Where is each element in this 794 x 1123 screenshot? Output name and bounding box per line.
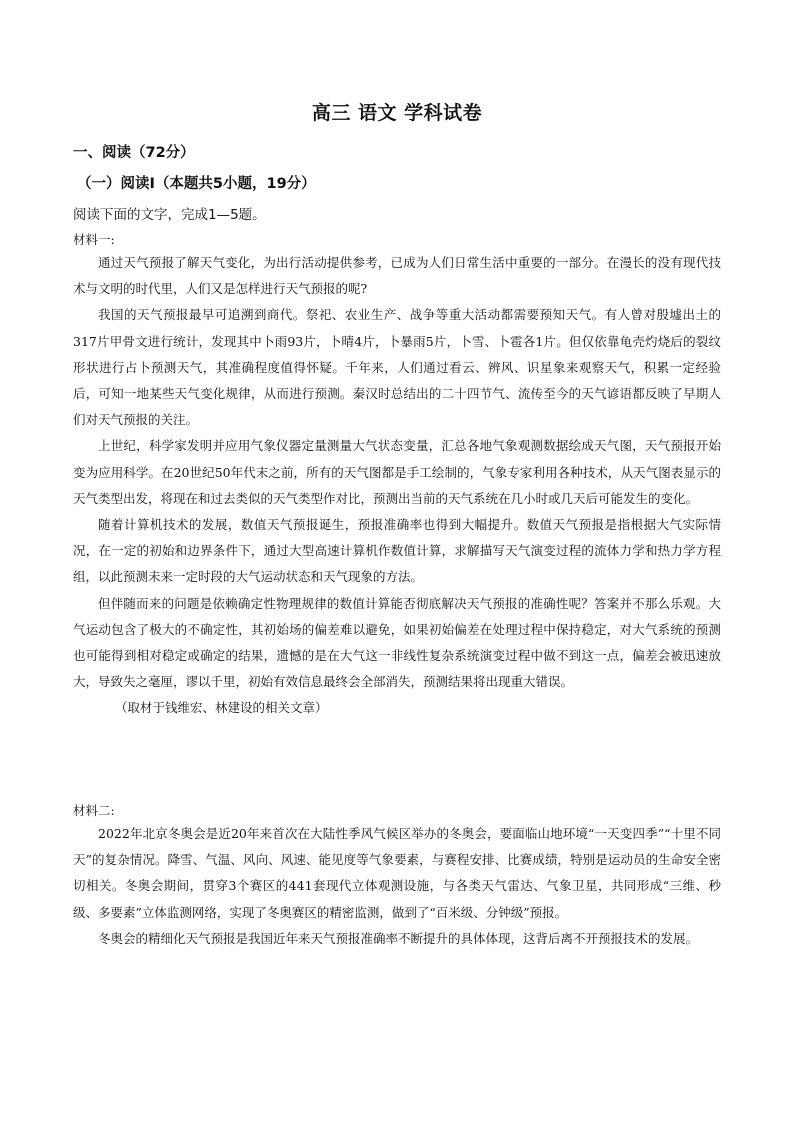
material-one-paragraph-3: 上世纪，科学家发明并应用气象仪器定量测量大气状态变量，汇总各地气象观测数据绘成天气图，天气预报开始变为应用科学。在20世纪50年代末之前，所有的天气图都是手工绘制的，气象专家利用各种技术，从天气图表显示的天气类型出发，将现在和过去类似的天气类型作对比，预测出当前的天气系统在几小时或几天后可能发生的变化。 [73, 438, 721, 506]
section-heading-reading: 一、阅读（72分） [73, 145, 195, 161]
material-one-paragraph-5: 但伴随而来的问题是依赖确定性物理规律的数值计算能否彻底解决天气预报的准确性呢？答案并不那么乐观。大气运动包含了极大的不确定性，其初始场的偏差难以避免，如果初始偏差在处理过程中保持稳定，对大气系统的预测也可能得到相对稳定或确定的结果，遗憾的是在大气这一非线性复杂系统演变过程中做不到这一点，偏差会被迅速放大，导致失之毫厘，谬以千里，初始有效信息最终会全部消失，预测结果将出现重大错误。 [73, 595, 721, 690]
material-one-paragraph-1: 通过天气预报了解天气变化，为出行活动提供参考，已成为人们日常生活中重要的一部分。在漫长的没有现代技术与文明的时代里，人们又是怎样进行天气预报的呢? [73, 255, 721, 297]
subsection-heading-reading-1: （一）阅读Ⅰ（本题共5小题，19分） [77, 176, 316, 192]
material-two-label: 材料二: [73, 803, 115, 818]
material-two-body [73, 821, 721, 952]
question-instruction: 阅读下面的文字，完成1—5题。 [73, 207, 266, 223]
material-one-paragraph-4: 随着计算机技术的发展，数值天气预报诞生，预报准确率也得到大幅提升。数值天气预报是指根据大气实际情况，在一定的初始和边界条件下，通过大型高速计算机作数值计算，求解描写天气演变过程的流体力学和热力学方程组，以此预测未来一定时段的大气运动状态和天气现象的方法。 [73, 517, 721, 585]
material-two-paragraph-2: 冬奥会的精细化天气预报是我国近年来天气预报准确率不断提升的具体体现，这背后离不开预报技术的发展。 [98, 930, 699, 946]
exam-title: 高三 语文 学科试卷 [311, 102, 483, 124]
material-one-label: 材料一: [73, 232, 115, 247]
material-one-paragraph-2: 我国的天气预报最早可追溯到商代。祭祀、农业生产、战争等重大活动都需要预知天气。有人曾对殷墟出土的317片甲骨文进行统计，发现其中卜雨93片，卜晴4片，卜暴雨5片，卜雪、卜雹各1片。但仅依靠龟壳灼烧后的裂纹形状进行占卜预测天气，其准确程度值得怀疑。千年来，人们通过看云、辨风、识星象来观察天气，积累一定经验后，可知一地某些天气变化规律，从而进行预测。秦汉时总结出的二十四节气、流传至今的天气谚语都反映了早期人们对天气预报的关注。 [73, 307, 721, 428]
material-two-paragraph-1: 2022年北京冬奥会是近20年来首次在大陆性季风气候区举办的冬奥会，要面临山地环境“一天变四季”“十里不同天”的复杂情况。降雪、气温、风向、风速、能见度等气象要素，与赛程安排、比赛成绩，特别是运动员的生命安全密切相关。冬奥会期间，贯穿3个赛区的441套现代立体观测设施，与各类天气雷达、气象卫星，共同形成“三维、秒级、多要素”立体监测网络，实现了冬奥赛区的精密监测，做到了“百米级、分钟级”预报。 [73, 826, 721, 920]
material-one-body [73, 250, 721, 722]
material-one-source: （取材于钱维宏、林建设的相关文章） [115, 700, 328, 716]
